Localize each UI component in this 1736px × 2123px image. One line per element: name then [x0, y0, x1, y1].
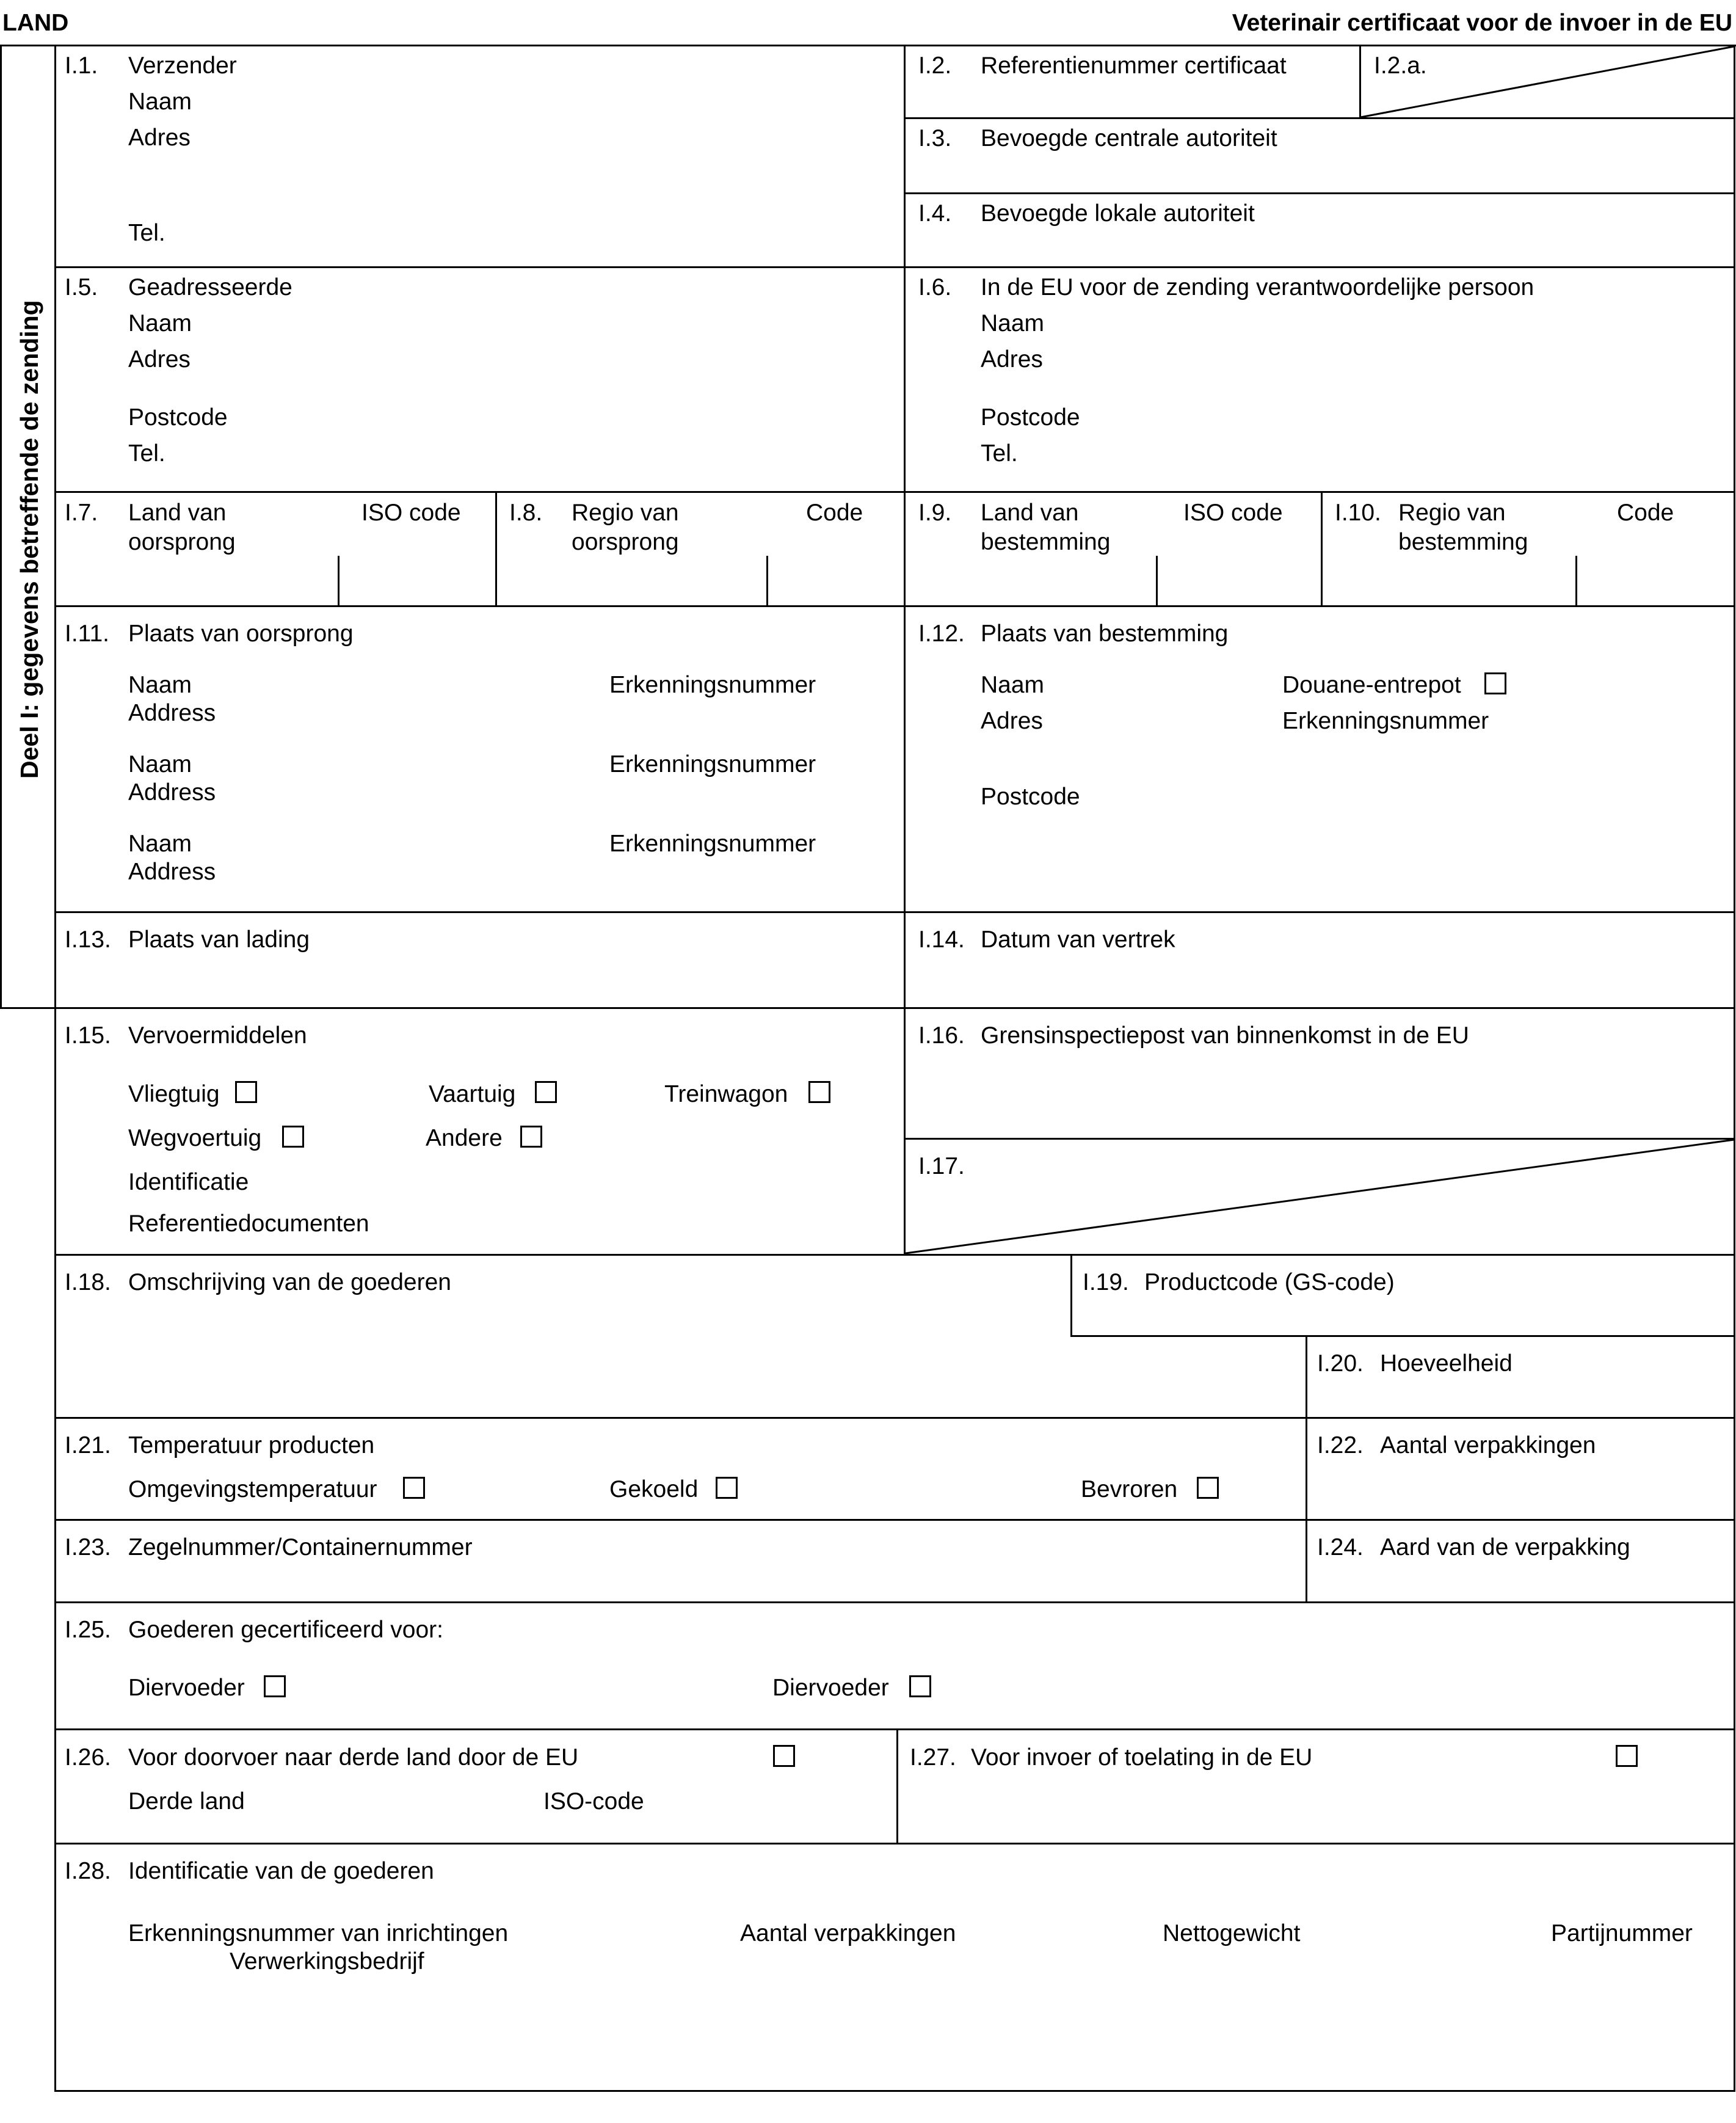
column-processing-plant: Verwerkingsbedrijf: [230, 1948, 424, 1975]
consignee-tel-label: Tel.: [128, 440, 165, 467]
origin-approval-label: Erkenningsnummer: [609, 751, 816, 777]
field-label-departure-date: Datum van vertrek: [981, 927, 1175, 953]
origin-address-label: Address: [128, 779, 216, 806]
frozen-label: Bevroren: [1081, 1476, 1178, 1502]
field-num-i24: I.24.: [1317, 1534, 1364, 1560]
field-num-i28: I.28.: [65, 1858, 111, 1884]
field-label-region-destination-2: bestemming: [1398, 529, 1528, 555]
field-label-transit: Voor doorvoer naar derde land door de EU: [128, 1744, 579, 1771]
field-num-i6: I.6.: [918, 274, 952, 300]
destination-postcode-label: Postcode: [981, 784, 1080, 810]
field-num-i23: I.23.: [65, 1534, 111, 1560]
region-code-label: Code: [806, 500, 863, 526]
feed-option-1-checkbox[interactable]: [264, 1675, 286, 1697]
field-label-responsible-person: In de EU voor de zending verantwoordelijke persoon: [981, 274, 1534, 300]
customs-warehouse-label: Douane-entrepot: [1282, 672, 1461, 698]
column-net-weight: Nettogewicht: [1163, 1920, 1301, 1946]
column-lot-number: Partijnummer: [1551, 1920, 1693, 1946]
destination-name-label: Naam: [981, 672, 1045, 698]
ship-checkbox[interactable]: [535, 1081, 557, 1103]
ambient-checkbox[interactable]: [403, 1477, 425, 1499]
field-label-place-destination: Plaats van bestemming: [981, 621, 1229, 647]
field-label-region-origin-1: Regio van: [572, 500, 679, 526]
field-label-package-type: Aard van de verpakking: [1380, 1534, 1630, 1560]
field-num-i7: I.7.: [65, 500, 98, 526]
consignee-postcode-label: Postcode: [128, 404, 228, 431]
destination-address-label: Adres: [981, 708, 1043, 734]
field-label-central-authority: Bevoegde centrale autoriteit: [981, 125, 1277, 151]
responsible-address-label: Adres: [981, 346, 1043, 373]
other-transport-checkbox[interactable]: [520, 1126, 542, 1148]
field-label-border-post: Grensinspectiepost van binnenkomst in de EU: [981, 1022, 1469, 1049]
feed-option-2-label: Diervoeder: [772, 1675, 889, 1701]
road-vehicle-label: Wegvoertuig: [128, 1125, 262, 1151]
field-num-i12: I.12.: [918, 621, 965, 647]
field-num-i22: I.22.: [1317, 1432, 1364, 1458]
field-label-consignee: Geadresseerde: [128, 274, 292, 300]
other-transport-label: Andere: [426, 1125, 503, 1151]
field-label-import: Voor invoer of toelating in de EU: [971, 1744, 1313, 1771]
road-vehicle-checkbox[interactable]: [282, 1126, 304, 1148]
field-label-local-authority: Bevoegde lokale autoriteit: [981, 200, 1255, 227]
iso-code-label: ISO code: [361, 500, 461, 526]
field-num-i4: I.4.: [918, 200, 952, 227]
field-num-i16: I.16.: [918, 1022, 965, 1049]
field-num-i14: I.14.: [918, 927, 965, 953]
chilled-label: Gekoeld: [609, 1476, 699, 1502]
feed-option-1-label: Diervoeder: [128, 1675, 245, 1701]
field-num-i18: I.18.: [65, 1269, 111, 1295]
consignee-address-label: Adres: [128, 346, 191, 373]
field-label-region-origin-2: oorsprong: [572, 529, 679, 555]
field-num-i19: I.19.: [1083, 1269, 1129, 1295]
field-num-i3: I.3.: [918, 125, 952, 151]
country-label: LAND: [2, 10, 69, 36]
field-label-transport: Vervoermiddelen: [128, 1022, 307, 1049]
field-num-i10: I.10.: [1335, 500, 1381, 526]
railway-label: Treinwagon: [664, 1081, 788, 1107]
column-package-count: Aantal verpakkingen: [740, 1920, 956, 1946]
side-label-part-1: Deel I: gegevens betreffende de zending: [15, 300, 43, 779]
field-num-i21: I.21.: [65, 1432, 111, 1458]
consignor-address-label: Adres: [128, 125, 191, 151]
field-num-i20: I.20.: [1317, 1350, 1364, 1377]
field-label-certificate-reference: Referentienummer certificaat: [981, 53, 1287, 79]
field-num-i2a: I.2.a.: [1374, 53, 1427, 79]
field-label-place-loading: Plaats van lading: [128, 927, 310, 953]
ambient-label: Omgevingstemperatuur: [128, 1476, 377, 1502]
field-label-package-count: Aantal verpakkingen: [1380, 1432, 1596, 1458]
field-num-i15: I.15.: [65, 1022, 111, 1049]
field-num-i13: I.13.: [65, 927, 111, 953]
field-num-i8: I.8.: [509, 500, 543, 526]
origin-address-label: Address: [128, 859, 216, 885]
origin-name-label: Naam: [128, 672, 192, 698]
ship-label: Vaartuig: [429, 1081, 516, 1107]
field-num-i2: I.2.: [918, 53, 952, 79]
field-num-i17: I.17.: [918, 1153, 965, 1179]
field-label-goods-description: Omschrijving van de goederen: [128, 1269, 451, 1295]
field-label-seal-container: Zegelnummer/Containernummer: [128, 1534, 473, 1560]
railway-checkbox[interactable]: [808, 1081, 830, 1103]
field-label-consignor: Verzender: [128, 53, 237, 79]
chilled-checkbox[interactable]: [716, 1477, 738, 1499]
column-approval-number: Erkenningsnummer van inrichtingen: [128, 1920, 509, 1946]
responsible-name-label: Naam: [981, 310, 1045, 337]
responsible-tel-label: Tel.: [981, 440, 1018, 467]
transit-checkbox[interactable]: [773, 1745, 795, 1767]
region-code-label: Code: [1617, 500, 1674, 526]
origin-name-label: Naam: [128, 751, 192, 777]
field-label-country-destination-2: bestemming: [981, 529, 1111, 555]
responsible-postcode-label: Postcode: [981, 404, 1080, 431]
third-country-label: Derde land: [128, 1788, 245, 1815]
field-num-i5: I.5.: [65, 274, 98, 300]
origin-approval-label: Erkenningsnummer: [609, 831, 816, 857]
airplane-label: Vliegtuig: [128, 1081, 220, 1107]
field-num-i25: I.25.: [65, 1617, 111, 1643]
field-label-country-origin-2: oorsprong: [128, 529, 236, 555]
import-checkbox[interactable]: [1616, 1745, 1638, 1767]
field-num-i9: I.9.: [918, 500, 952, 526]
field-label-commodity-code: Productcode (GS-code): [1144, 1269, 1395, 1295]
iso-code-label: ISO code: [1183, 500, 1283, 526]
field-label-place-origin: Plaats van oorsprong: [128, 621, 354, 647]
origin-name-label: Naam: [128, 831, 192, 857]
field-label-quantity: Hoeveelheid: [1380, 1350, 1513, 1377]
field-label-region-destination-1: Regio van: [1398, 500, 1506, 526]
field-label-goods-identification: Identificatie van de goederen: [128, 1858, 434, 1884]
consignor-name-label: Naam: [128, 89, 192, 115]
field-label-certified-for: Goederen gecertificeerd voor:: [128, 1617, 443, 1643]
customs-warehouse-checkbox[interactable]: [1484, 672, 1506, 694]
origin-address-label: Address: [128, 700, 216, 726]
field-num-i27: I.27.: [910, 1744, 956, 1771]
certificate-title: Veterinair certificaat voor de invoer in de EU: [1232, 10, 1732, 36]
field-num-i11: I.11.: [65, 621, 109, 647]
origin-approval-label: Erkenningsnummer: [609, 672, 816, 698]
field-num-i26: I.26.: [65, 1744, 111, 1771]
iso-code-label: ISO-code: [543, 1788, 644, 1815]
field-label-country-destination-1: Land van: [981, 500, 1079, 526]
field-label-temperature: Temperatuur producten: [128, 1432, 375, 1458]
consignee-name-label: Naam: [128, 310, 192, 337]
airplane-checkbox[interactable]: [235, 1081, 257, 1103]
field-label-country-origin-1: Land van: [128, 500, 227, 526]
identification-label: Identificatie: [128, 1169, 249, 1195]
feed-option-2-checkbox[interactable]: [909, 1675, 931, 1697]
frozen-checkbox[interactable]: [1197, 1477, 1219, 1499]
consignor-tel-label: Tel.: [128, 220, 165, 246]
field-num-i1: I.1.: [65, 53, 98, 79]
destination-approval-label: Erkenningsnummer: [1282, 708, 1489, 734]
reference-documents-label: Referentiedocumenten: [128, 1211, 369, 1237]
